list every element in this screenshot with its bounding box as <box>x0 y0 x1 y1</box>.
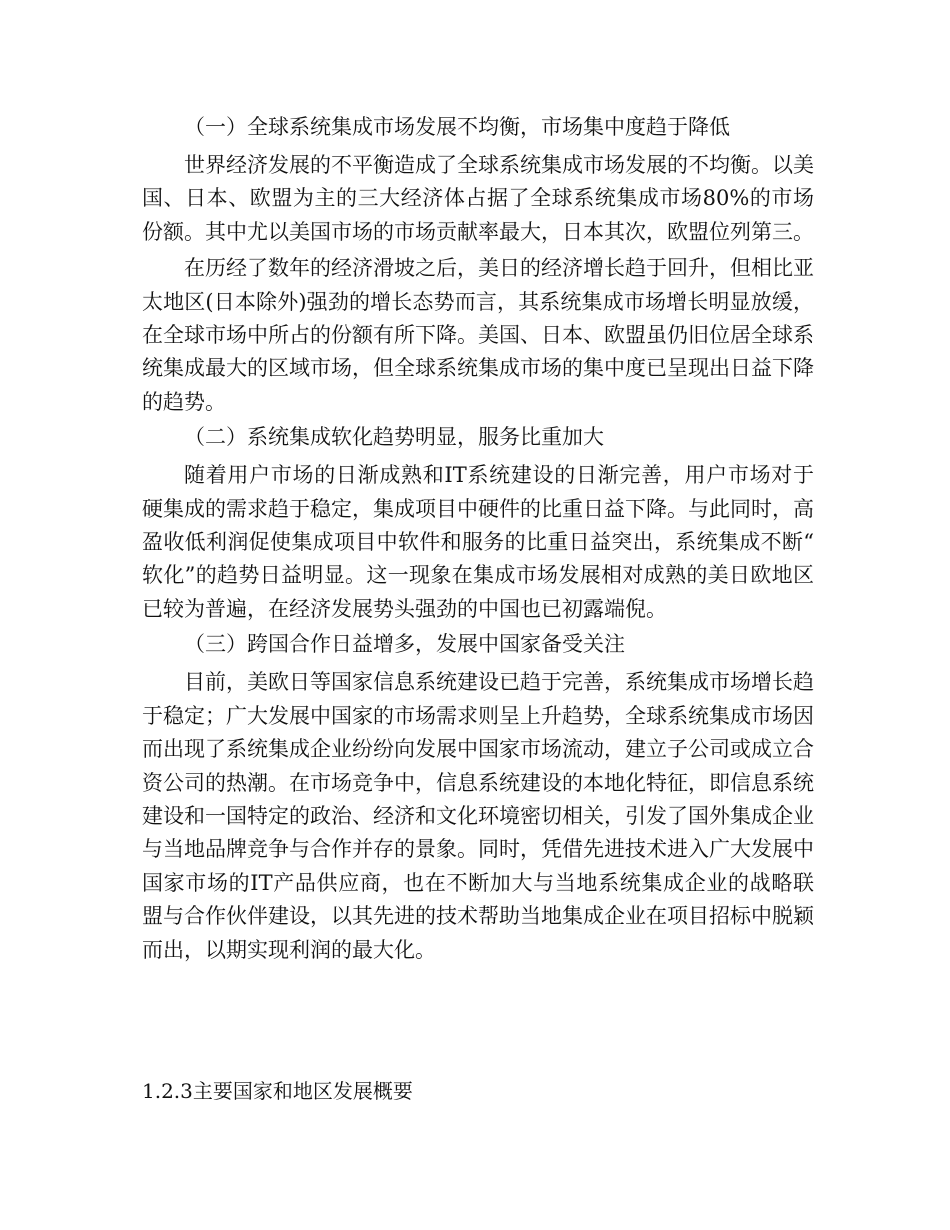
section-heading-1: （一）全球系统集成市场发展不均衡，市场集中度趋于降低 <box>184 115 730 139</box>
section-heading-2: （二）系统集成软化趋势明显，服务比重加大 <box>184 425 604 450</box>
paragraph-1-1: 世界经济发展的不平衡造成了全球系统集成市场发展的不均衡。以美国、日本、欧盟为主的三大经济体占据了全球系统集成市场80%的市场份额。其中尤以美国市场的市场贡献率最大，日本其次，欧盟位列第三。 <box>142 153 814 244</box>
document-body <box>142 112 814 970</box>
section-title-1-2-3: 1.2.3主要国家和地区发展概要 <box>142 1079 413 1103</box>
paragraph-2-1: 随着用户市场的日渐成熟和IT系统建设的日渐完善，用户市场对于硬集成的需求趋于稳定，集成项目中硬件的比重日益下降。与此同时，高盈收低利润促使集成项目中软件和服务的比重日益突出，系统集成不断“软化”的趋势日益明显。这一现象在集成市场发展相对成熟的美日欧地区已较为普遍，在经济发展势头强劲的中国也已初露端倪。 <box>142 463 814 621</box>
paragraph-3-1: 目前，美欧日等国家信息系统建设已趋于完善，系统集成市场增长趋于稳定；广大发展中国家的市场需求则呈上升趋势，全球系统集成市场因而出现了系统集成企业纷纷向发展中国家市场流动，建立子公司或成立合资公司的热潮。在市场竞争中，信息系统建设的本地化特征，即信息系统建设和一国特定的政治、经济和文化环境密切相关，引发了国外集成企业与当地品牌竞争与合作并存的景象。同时，凭借先进技术进入广大发展中国家市场的IT产品供应商，也在不断加大与当地系统集成企业的战略联盟与合作伙伴建设，以其先进的技术帮助当地集成企业在项目招标中脱颖而出，以期实现利润的最大化。 <box>142 670 814 962</box>
paragraph-1-2: 在历经了数年的经济滑坡之后，美日的经济增长趋于回升，但相比亚太地区(日本除外)强劲的增长态势而言，其系统集成市场增长明显放缓，在全球市场中所占的份额有所下降。美国、日本、欧盟虽仍旧位居全球系统集成最大的区域市场，但全球系统集成市场的集中度已呈现出日益下降的趋势。 <box>142 256 814 414</box>
section-heading-3: （三）跨国合作日益增多，发展中国家备受关注 <box>184 632 625 657</box>
